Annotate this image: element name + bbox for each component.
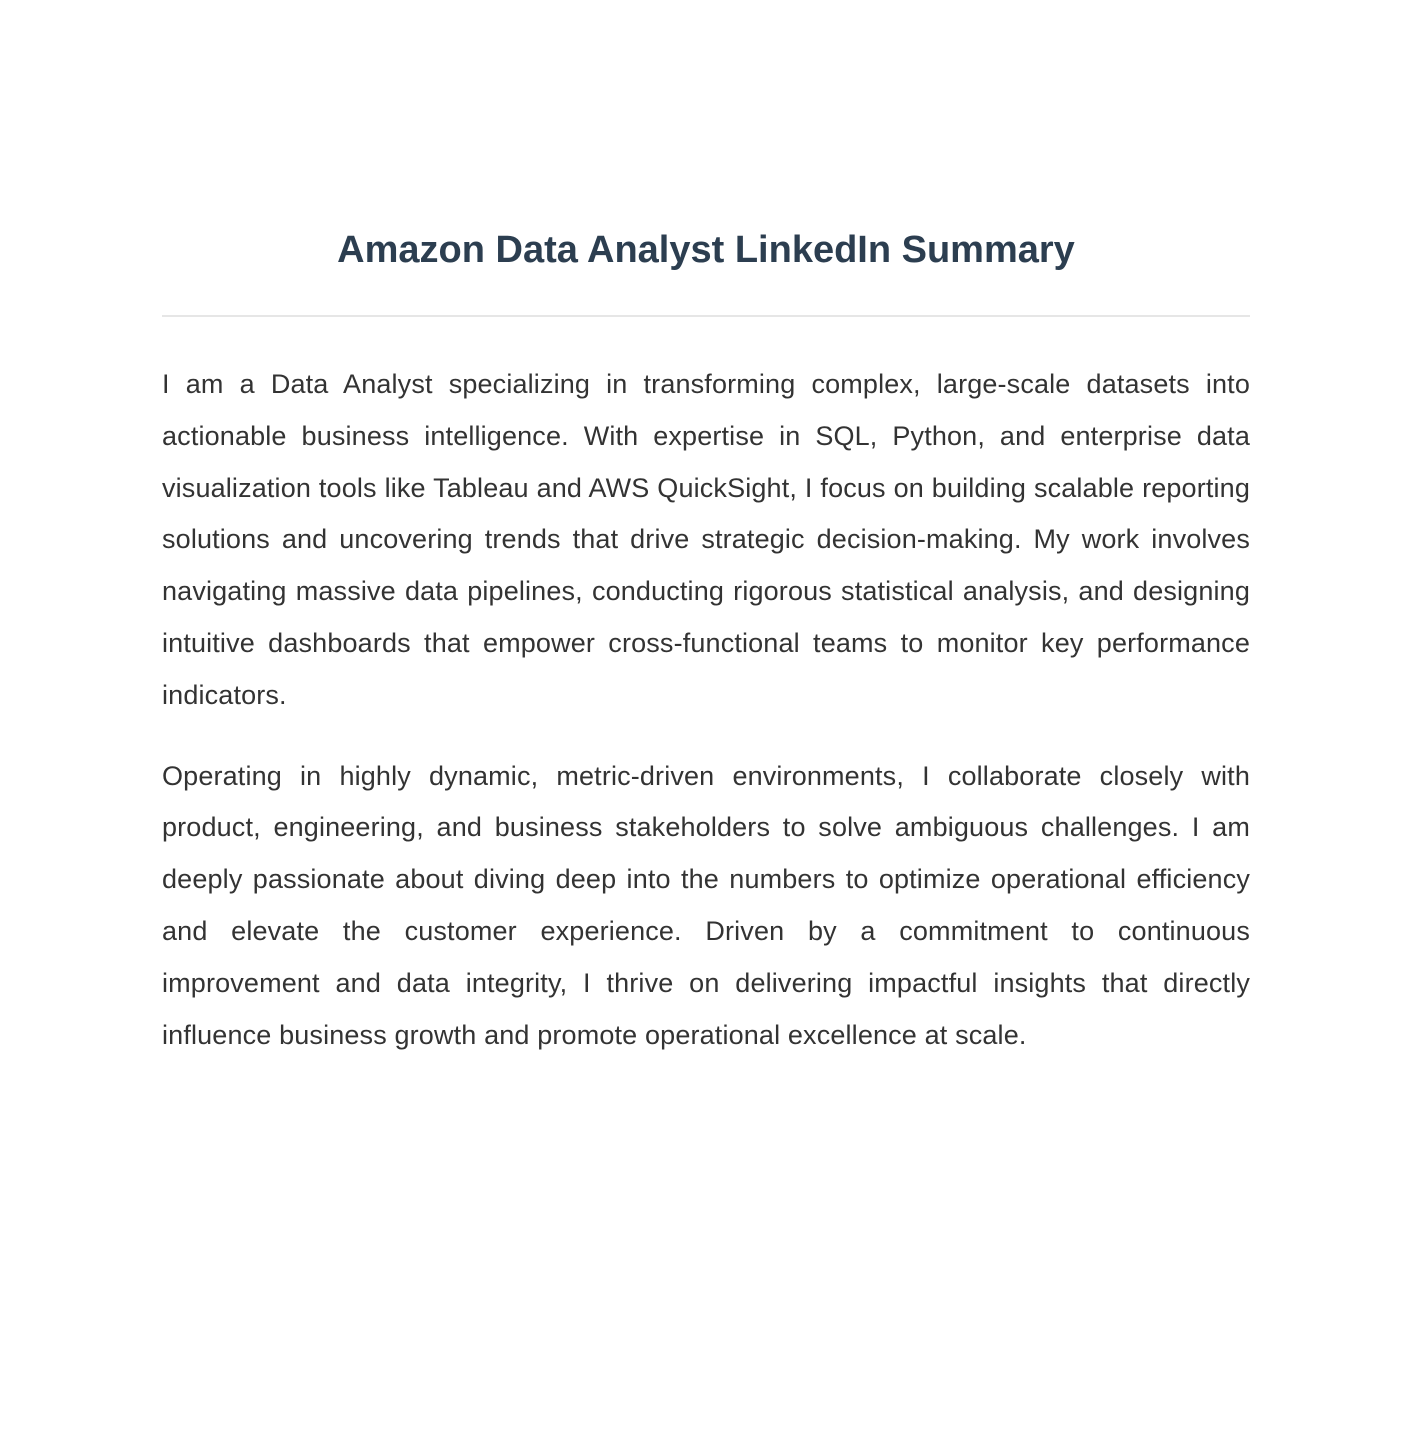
document-title: Amazon Data Analyst LinkedIn Summary xyxy=(337,229,1075,271)
title-divider xyxy=(162,315,1250,317)
summary-paragraph-1: I am a Data Analyst specializing in transforming complex, large-scale datasets into actionable business intelligence. With expertise in SQL, Python, and enterprise data visualization tools like Tableau and AWS QuickSight, I focus on building scalable reporting solutions and uncovering trends that drive strategic decision-making. My work involves navigating massive data pipelines, conducting rigorous statistical analysis, and designing intuitive dashboards that empower cross-functional teams to monitor key performance indicators. xyxy=(162,369,1250,710)
document xyxy=(162,224,1250,1061)
summary-paragraph-2: Operating in highly dynamic, metric-driven environments, I collaborate closely with product, engineering, and business stakeholders to solve ambiguous challenges. I am deeply passionate about diving deep into the numbers to optimize operational efficiency and elevate the customer experience. Driven by a commitment to continuous improvement and data integrity, I thrive on delivering impactful insights that directly influence business growth and promote operational excellence at scale. xyxy=(162,760,1250,1050)
